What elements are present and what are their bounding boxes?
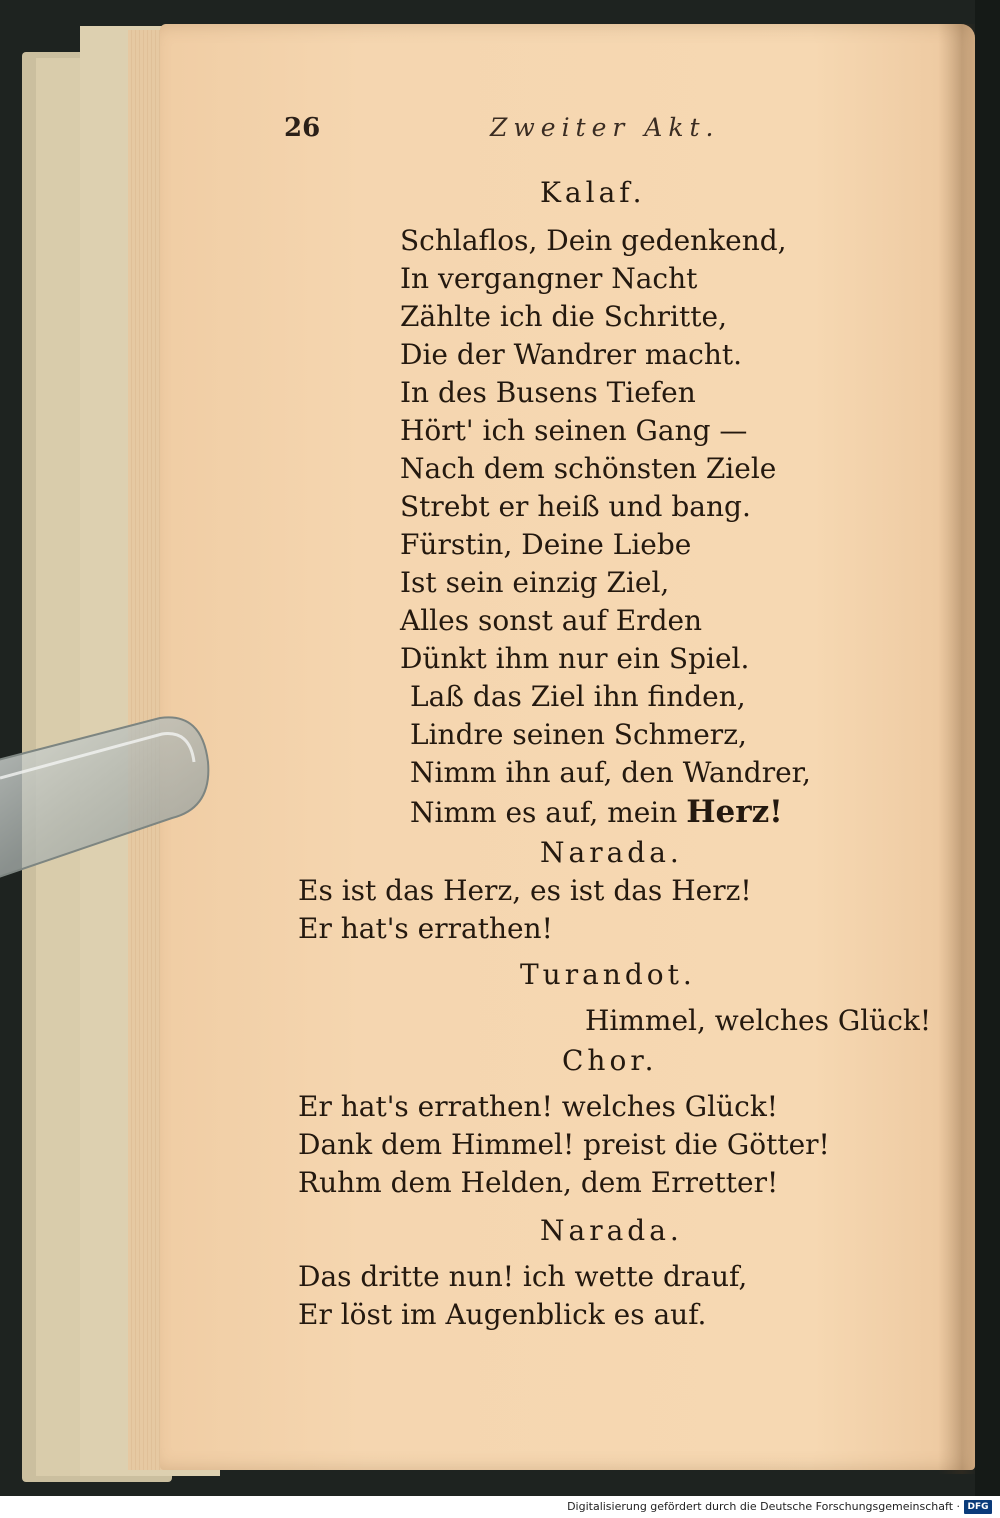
- verse-line-herz: [410, 794, 783, 830]
- speaker-narada: Narada.: [540, 836, 683, 869]
- verse-line: Hört' ich seinen Gang —: [400, 414, 748, 447]
- verse-line: Himmel, welches Glück!: [585, 1004, 932, 1037]
- funding-credit: Digitalisierung gefördert durch die Deutsche Forschungsgemeinschaft ·: [567, 1500, 960, 1513]
- verse-line: Dünkt ihm nur ein Spiel.: [400, 642, 750, 675]
- verse-line: In vergangner Nacht: [400, 262, 698, 295]
- speaker-turandot: Turandot.: [520, 958, 696, 991]
- verse-line: Er löst im Augenblick es auf.: [298, 1298, 707, 1331]
- verse-line: Er hat's errathen!: [298, 912, 553, 945]
- verse-line: Das dritte nun! ich wette drauf,: [298, 1260, 748, 1293]
- bleed-through-text: [820, 215, 828, 245]
- page-gutter: [938, 24, 978, 1474]
- verse-line: Nach dem schönsten Ziele: [400, 452, 777, 485]
- verse-line: Dank dem Himmel! preist die Götter!: [298, 1128, 830, 1161]
- verse-line: Ist sein einzig Ziel,: [400, 566, 670, 599]
- verse-line-text: Nimm es auf, mein: [410, 796, 678, 829]
- dfg-logo: DFG: [964, 1500, 992, 1514]
- verse-line: Alles sonst auf Erden: [400, 604, 703, 637]
- verse-line: In des Busens Tiefen: [400, 376, 696, 409]
- verse-line: Ruhm dem Helden, dem Erretter!: [298, 1166, 779, 1199]
- speaker-kalaf: Kalaf.: [540, 176, 646, 209]
- verse-line: Nimm ihn auf, den Wandrer,: [410, 756, 811, 789]
- verse-line: Es ist das Herz, es ist das Herz!: [298, 874, 752, 907]
- verse-line: Schlaflos, Dein gedenkend,: [400, 224, 787, 257]
- page-number: 26: [284, 113, 321, 143]
- running-head: Zweiter Akt.: [490, 113, 720, 142]
- speaker-chor: Chor.: [562, 1044, 658, 1077]
- verse-line: Fürstin, Deine Liebe: [400, 528, 692, 561]
- verse-line: Laß das Ziel ihn finden,: [410, 680, 746, 713]
- digitization-footer: [0, 1496, 1000, 1518]
- verse-line: Er hat's errathen! welches Glück!: [298, 1090, 779, 1123]
- verse-line: Die der Wandrer macht.: [400, 338, 743, 371]
- verse-line: Strebt er heiß und bang.: [400, 490, 751, 523]
- page-clip: [0, 700, 220, 900]
- emphasized-word: Herz!: [686, 794, 783, 830]
- scan-background-strip: [975, 0, 1000, 1496]
- verse-line: Lindre seinen Schmerz,: [410, 718, 747, 751]
- glass-clip-icon: [0, 700, 220, 900]
- speaker-narada-2: Narada.: [540, 1214, 683, 1247]
- verse-line: Zählte ich die Schritte,: [400, 300, 727, 333]
